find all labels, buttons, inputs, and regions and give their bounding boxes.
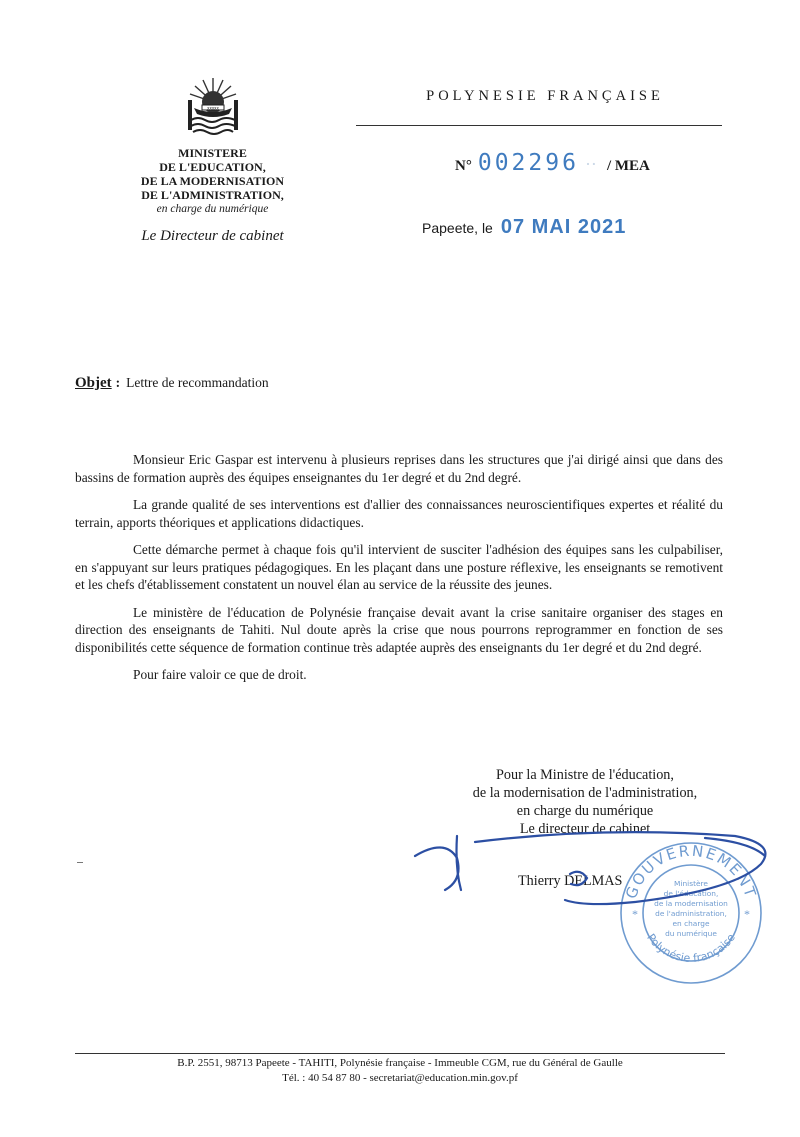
signature-line: de la modernisation de l'administration, xyxy=(472,785,698,801)
signature-line: en charge du numérique xyxy=(516,803,654,819)
seal-inner-line: Ministère xyxy=(674,879,708,888)
seal-star-icon: * xyxy=(632,907,638,921)
body-paragraph: Pour faire valoir ce que de droit. xyxy=(133,667,307,682)
ministry-line: MINISTERE xyxy=(178,146,247,160)
subject-line xyxy=(75,375,269,392)
seal-star-icon: * xyxy=(744,907,750,921)
header-divider xyxy=(356,125,722,126)
ministry-line: DE LA MODERNISATION xyxy=(140,174,285,188)
subject-text: Lettre de recommandation xyxy=(126,375,269,390)
ministry-name xyxy=(120,146,305,216)
subject-label: Objet xyxy=(75,375,112,391)
country-heading: POLYNESIE FRANÇAISE xyxy=(426,88,664,104)
body-paragraph: La grande qualité de ses interventions est d'allier des connaissances neuroscientifiques expertes et réalité du terrain, apports théoriques et applications didactiques. xyxy=(75,497,723,530)
date-stamp: 07 MAI 2021 xyxy=(500,216,627,238)
handwritten-signature xyxy=(405,828,775,913)
ref-separator: ·· xyxy=(584,154,597,174)
signatory-name: Thierry DELMAS xyxy=(518,873,623,889)
reference-number xyxy=(455,150,650,180)
signature-line: Le directeur de cabinet xyxy=(519,821,651,837)
margin-mark xyxy=(77,862,83,863)
seal-top-text: GOUVERNEMENT xyxy=(622,841,760,902)
footer-divider xyxy=(75,1053,725,1054)
ministry-subtitle: en charge du numérique xyxy=(156,203,269,215)
body-paragraph: Monsieur Eric Gaspar est intervenu à plusieurs reprises dans les structures que j'ai dirigé ainsi que dans des bassins de formation auprès des équipes enseignantes du 1er degré et du 2nd degré. xyxy=(75,452,723,485)
seal-inner-line: de l'administration, xyxy=(655,909,727,918)
seal-inner-line: de l'éducation, xyxy=(663,889,719,898)
footer-address: B.P. 2551, 98713 Papeete - TAHITI, Polynésie française - Immeuble CGM, rue du Général de Gaulle xyxy=(177,1057,623,1069)
ministry-line: DE L'ADMINISTRATION, xyxy=(141,188,284,202)
ref-number-stamp: 002296 xyxy=(477,150,579,176)
body-paragraph: Le ministère de l'éducation de Polynésie française devait avant la crise sanitaire organiser des stages en direction des enseignants de Tahiti. Nul doute après la crise que nous pourrons reprogrammer en fonction de ses disponibilités cette séquence de formation continue très adaptée auprès des enseignants du 1er degré et du 2nd degré. xyxy=(75,604,723,655)
subject-colon: : xyxy=(115,375,121,390)
coat-of-arms-logo xyxy=(185,72,241,138)
place-label: Papeete, le xyxy=(422,220,493,236)
body-paragraph: Cette démarche permet à chaque fois qu'il intervient de susciter l'adhésion des équipes sans les culpabiliser, en s'appuyant sur leurs pratiques pédagogiques. En les plaçant dans une posture réflexive, les enseignants se remotivent et les chefs d'établissement constatent un nouvel élan au service de la réussite des jeunes. xyxy=(75,542,723,592)
ref-prefix: N° xyxy=(455,158,472,174)
footer xyxy=(75,1056,725,1086)
seal-bottom-text: Polynésie française xyxy=(644,931,738,965)
footer-contact: Tél. : 40 54 87 80 - secretariat@education.min.gov.pf xyxy=(282,1072,518,1084)
signature-line: Pour la Ministre de l'éducation, xyxy=(496,767,674,783)
ministry-line: DE L'EDUCATION, xyxy=(159,160,266,174)
place-date xyxy=(422,216,626,239)
seal-inner-line: du numérique xyxy=(665,929,717,938)
letter-body xyxy=(75,451,723,694)
ref-suffix: / MEA xyxy=(606,158,650,174)
svg-text:xxxxx: xxxxx xyxy=(207,105,219,111)
seal-inner-line: en charge xyxy=(672,919,710,928)
director-title: Le Directeur de cabinet xyxy=(141,228,284,244)
seal-inner-line: de la modernisation xyxy=(654,899,728,908)
